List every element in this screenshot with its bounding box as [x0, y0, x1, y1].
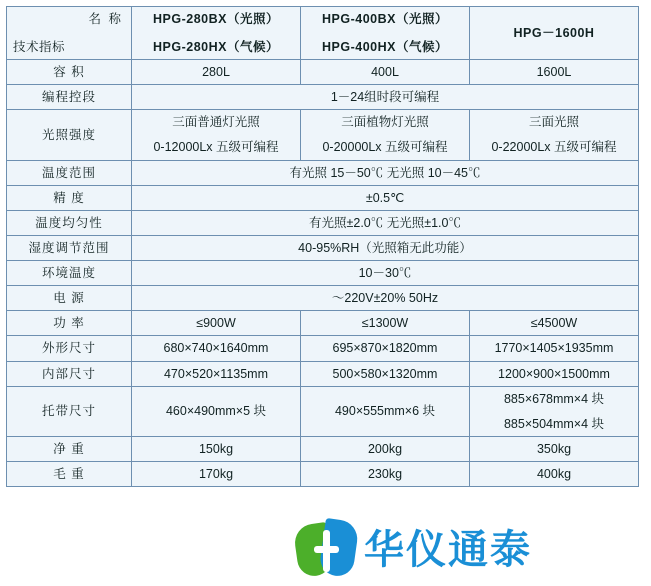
cell-internal-dimensions-2: 500×580×1320mm — [301, 361, 470, 386]
table-row — [7, 85, 639, 110]
cell-external-dimensions-1: 680×740×1640mm — [132, 336, 301, 361]
model-2-line-1: HPG-400BX（光照） — [322, 12, 448, 27]
cell-power-3: ≤4500W — [470, 311, 639, 336]
row-label-power: 功 率 — [7, 311, 132, 336]
table-row — [7, 286, 639, 311]
row-label-accuracy: 精 度 — [7, 185, 132, 210]
row-label-light-intensity: 光照强度 — [7, 110, 132, 160]
cell-gross-weight-1: 170kg — [132, 462, 301, 487]
row-label-internal-dimensions: 内部尺寸 — [7, 361, 132, 386]
cell-tray-dimensions-3-line-2: 885×504mm×4 块 — [503, 416, 605, 431]
table-row — [7, 235, 639, 260]
cell-ambient-temperature: 10－30℃ — [132, 261, 639, 286]
cell-light-intensity-3-line-2: 0-22000Lx 五级可编程 — [491, 140, 617, 155]
cell-tray-dimensions-1: 460×490mm×5 块 — [132, 386, 301, 436]
cell-volume-3: 1600L — [470, 60, 639, 85]
table-row — [7, 386, 639, 436]
cell-net-weight-1: 150kg — [132, 436, 301, 461]
row-label-gross-weight: 毛 重 — [7, 462, 132, 487]
table-row — [7, 462, 639, 487]
row-label-tray-dimensions: 托带尺寸 — [7, 386, 132, 436]
cell-gross-weight-2: 230kg — [301, 462, 470, 487]
cell-tray-dimensions-3-line-1: 885×678mm×4 块 — [503, 391, 605, 406]
row-label-temperature-range: 温度范围 — [7, 160, 132, 185]
cell-external-dimensions-3: 1770×1405×1935mm — [470, 336, 639, 361]
cell-net-weight-3: 350kg — [470, 436, 639, 461]
model-header-3 — [470, 7, 639, 60]
model-3-line-1: HPG－1600H — [513, 25, 595, 40]
cell-volume-2: 400L — [301, 60, 470, 85]
table-row — [7, 185, 639, 210]
table-row — [7, 361, 639, 386]
row-label-power-supply: 电 源 — [7, 286, 132, 311]
cell-light-intensity-3-line-1: 三面光照 — [528, 115, 579, 130]
cell-internal-dimensions-1: 470×520×1135mm — [132, 361, 301, 386]
model-1-line-1: HPG-280BX（光照） — [153, 12, 279, 27]
corner-name-label: 名 称 — [88, 12, 123, 26]
row-label-temperature-uniformity: 温度均匀性 — [7, 210, 132, 235]
cell-light-intensity-2 — [301, 110, 470, 160]
table-row — [7, 436, 639, 461]
row-label-program-segments: 编程控段 — [7, 85, 132, 110]
model-header-2 — [301, 7, 470, 60]
cell-temperature-uniformity: 有光照±2.0℃ 无光照±1.0℃ — [132, 210, 639, 235]
corner-spec-label: 技术指标 — [13, 39, 66, 54]
cell-power-1: ≤900W — [132, 311, 301, 336]
cell-light-intensity-3 — [470, 110, 639, 160]
model-header-1 — [132, 7, 301, 60]
leaf-stem-shape — [323, 530, 330, 572]
table-row — [7, 336, 639, 361]
cell-external-dimensions-2: 695×870×1820mm — [301, 336, 470, 361]
cell-light-intensity-1-line-1: 三面普通灯光照 — [172, 115, 260, 130]
specification-table — [6, 6, 639, 487]
row-label-net-weight: 净 重 — [7, 436, 132, 461]
table-row — [7, 60, 639, 85]
cell-humidity-range: 40-95%RH（光照箱无此功能） — [132, 235, 639, 260]
table-row — [7, 160, 639, 185]
row-label-volume: 容 积 — [7, 60, 132, 85]
cell-power-2: ≤1300W — [301, 311, 470, 336]
spec-sheet — [6, 6, 639, 487]
table-row — [7, 261, 639, 286]
row-label-ambient-temperature: 环境温度 — [7, 261, 132, 286]
cell-accuracy: ±0.5℃ — [132, 185, 639, 210]
table-row — [7, 311, 639, 336]
cell-light-intensity-1-line-2: 0-12000Lx 五级可编程 — [153, 140, 279, 155]
cell-light-intensity-1 — [132, 110, 301, 160]
cell-internal-dimensions-3: 1200×900×1500mm — [470, 361, 639, 386]
cell-volume-1: 280L — [132, 60, 301, 85]
model-1-line-2: HPG-280HX（气候） — [153, 39, 279, 54]
table-row — [7, 210, 639, 235]
table-row — [7, 110, 639, 160]
cell-power-supply: ～220V±20% 50Hz — [132, 286, 639, 311]
leaf-logo-icon — [296, 520, 356, 580]
model-2-line-2: HPG-400HX（气候） — [322, 39, 448, 54]
company-logo — [296, 518, 644, 582]
cell-light-intensity-2-line-2: 0-20000Lx 五级可编程 — [322, 140, 448, 155]
cell-gross-weight-3: 400kg — [470, 462, 639, 487]
cell-program-segments: 1－24组时段可编程 — [132, 85, 639, 110]
cell-light-intensity-2-line-1: 三面植物灯光照 — [341, 115, 429, 130]
cell-tray-dimensions-2: 490×555mm×6 块 — [301, 386, 470, 436]
cell-tray-dimensions-3 — [470, 386, 639, 436]
table-header-row — [7, 7, 639, 60]
company-name: 华仪通泰 — [364, 527, 532, 573]
cell-temperature-range: 有光照 15－50℃ 无光照 10－45℃ — [132, 160, 639, 185]
corner-header-cell — [7, 7, 132, 60]
cell-net-weight-2: 200kg — [301, 436, 470, 461]
row-label-external-dimensions: 外形尺寸 — [7, 336, 132, 361]
row-label-humidity-range: 湿度调节范围 — [7, 235, 132, 260]
